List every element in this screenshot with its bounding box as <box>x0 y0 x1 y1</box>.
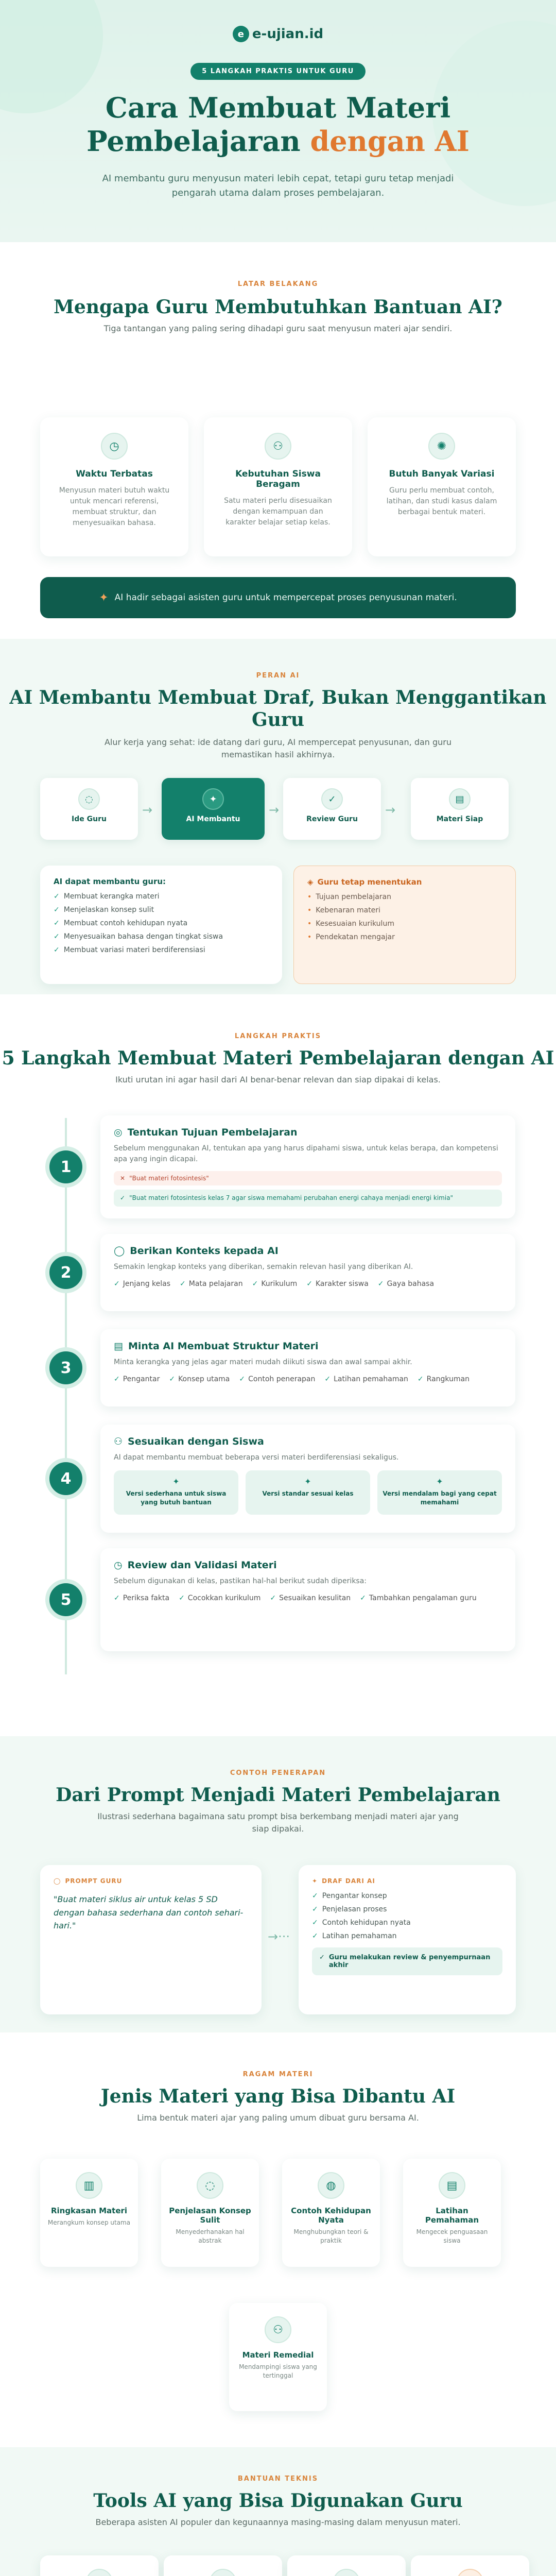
step-desc: AI dapat membantu membuat beberapa versi materi berdiferensiasi sekaligus. <box>114 1453 399 1462</box>
flow-step <box>40 778 138 840</box>
draft-item <box>312 1919 502 1927</box>
step-title <box>114 1560 502 1571</box>
draft-card <box>299 1865 516 2014</box>
material-title: Materi Remedial <box>242 2350 314 2360</box>
ai-can-help-title: AI dapat membantu guru: <box>54 877 166 886</box>
shield-icon: ◈ <box>307 877 314 887</box>
flow-step <box>162 778 265 840</box>
teacher-decides-card <box>293 866 516 984</box>
ai-help-item-text: Menjelaskan konsep sulit <box>63 906 154 914</box>
draft-item-text: Pengantar konsep <box>322 1892 387 1900</box>
good-prompt-example <box>114 1190 502 1207</box>
clock-icon: ◷ <box>101 433 128 460</box>
variant-label: Versi sederhana untuk siswa yang butuh bantuan <box>126 1490 227 1506</box>
ai-help-item <box>54 906 269 914</box>
check-icon: ✓ <box>239 1375 246 1383</box>
step-chip-text: Latihan pemahaman <box>334 1375 408 1383</box>
teacher-decides-text: Kesesuaian kurikulum <box>316 920 394 928</box>
document-icon <box>333 2569 360 2576</box>
material-title: Latihan Pemahaman <box>425 2206 479 2225</box>
flow-step <box>283 778 381 840</box>
step-chip-text: Periksa fakta <box>123 1594 170 1602</box>
chat-icon: ◯ <box>114 1245 125 1257</box>
grid-icon <box>457 2569 483 2576</box>
book-icon: ▥ <box>76 2172 102 2199</box>
step-chip <box>378 1280 434 1288</box>
step-chip-text: Pengantar <box>123 1375 160 1383</box>
flow-step-label: Ide Guru <box>72 815 107 823</box>
check-icon: ✓ <box>180 1280 186 1288</box>
users-icon: ⚇ <box>114 1436 123 1447</box>
ai-help-item <box>54 919 269 927</box>
material-title: Contoh Kehidupan Nyata <box>291 2206 371 2225</box>
draft-note: ✓ Guru melakukan review & penyempurnaan akhir <box>312 1947 502 1975</box>
lightbulb-icon: ◌ <box>78 788 100 810</box>
draft-label: ✦ DRAF DARI AI <box>312 1877 375 1885</box>
step-title-text: Sesuaikan dengan Siswa <box>128 1436 264 1447</box>
section-subtitle: Tiga tantangan yang paling sering dihadapi guru saat menyusun materi ajar sendiri. <box>103 324 453 334</box>
sparkle-icon: ✦ <box>99 591 109 604</box>
section-subtitle: Lima bentuk materi ajar yang paling umum dibuat guru bersama AI. <box>137 2113 419 2123</box>
ai-help-item-text: Membuat variasi materi berdiferensiasi <box>63 946 205 954</box>
step-desc: Sebelum menggunakan AI, tentukan apa yang harus dipahami siswa, untuk kelas berapa, dan kompetensi apa yang ingin dicapai. <box>114 1144 498 1163</box>
variant-row <box>114 1470 502 1515</box>
arrow-right-icon: → <box>142 803 153 817</box>
step-number: 1 <box>45 1146 86 1188</box>
step-card <box>100 1115 515 1218</box>
step-title <box>114 1341 502 1352</box>
step-chip-text: Cocokkan kurikulum <box>187 1594 261 1602</box>
step-chips <box>114 1594 502 1602</box>
material-card <box>161 2159 259 2267</box>
material-card <box>40 2159 138 2267</box>
check-icon: ✓ <box>120 1194 126 1201</box>
check-icon: ✓ <box>417 1375 424 1383</box>
check-icon: ✓ <box>252 1280 258 1288</box>
variant-label: Versi mendalam bagi yang cepat memahami <box>383 1490 497 1506</box>
section-subtitle: Alur kerja yang sehat: ide datang dari guru, AI mempercepat penyusunan, dan guru memastikan hasil akhirnya. <box>104 737 452 760</box>
section-tag: CONTOH PENERAPAN <box>230 1769 326 1777</box>
clock-check-icon: ◷ <box>114 1560 123 1571</box>
section-tag: PERAN AI <box>256 672 300 680</box>
variant-card <box>246 1470 370 1515</box>
step-chip <box>114 1594 169 1602</box>
teacher-decides-text: Pendekatan mengajar <box>316 933 395 941</box>
challenge-card <box>204 417 352 556</box>
step-title-text: Review dan Validasi Materi <box>127 1560 277 1571</box>
step-chips <box>114 1375 502 1383</box>
material-desc: Merangkum konsep utama <box>47 2219 131 2226</box>
step-card <box>100 1425 515 1533</box>
check-icon: ✓ <box>169 1375 176 1383</box>
search-icon <box>210 2569 236 2576</box>
step-desc: Semakin lengkap konteks yang diberikan, semakin relevan hasil yang diberikan AI. <box>114 1263 413 1271</box>
material-title: Ringkasan Materi <box>50 2206 128 2215</box>
section-subtitle: Ilustrasi sederhana bagaimana satu prompt bisa berkembang menjadi materi ajar yang siap dipakai. <box>97 1811 459 1834</box>
check-icon: ✓ <box>54 946 60 954</box>
tools-section <box>0 2447 556 2576</box>
prompt-label: ◯ PROMPT GURU <box>54 1877 123 1885</box>
step-chip <box>179 1594 260 1602</box>
step-number: 5 <box>45 1579 86 1620</box>
document-icon: ▤ <box>439 2172 465 2199</box>
material-desc: Menghubungkan teori & praktik <box>293 2228 369 2244</box>
check-icon: ✓ <box>114 1594 120 1602</box>
section-tag: BANTUAN TEKNIS <box>237 2475 319 2483</box>
ai-help-item <box>54 946 269 954</box>
check-icon: ✓ <box>377 1280 384 1288</box>
step-chip-text: Sesuaikan kesulitan <box>279 1594 351 1602</box>
section-title: AI Membantu Membuat Draf, Bukan Menggantikan Guru <box>9 687 547 731</box>
step-chip <box>270 1594 351 1602</box>
challenge-desc: Menyusun materi butuh waktu untuk mencari referensi, membuat struktur, dan menyesuaikan bahasa. <box>59 486 170 527</box>
step-title-text: Tentukan Tujuan Pembelajaran <box>127 1127 298 1138</box>
check-icon: ✓ <box>312 1932 318 1940</box>
ai-help-item <box>54 892 269 901</box>
step-title-text: Berikan Konteks kepada AI <box>130 1245 279 1257</box>
check-icon: ✓ <box>312 1905 318 1913</box>
step-chip <box>306 1280 369 1288</box>
brand-name: e-ujian.id <box>252 26 324 42</box>
ai-help-item <box>54 933 269 941</box>
check-icon: ✓ <box>54 892 60 901</box>
tool-card <box>40 2555 159 2576</box>
step-chip-text: Contoh penerapan <box>248 1375 316 1383</box>
role-section <box>0 639 556 994</box>
step-card <box>100 1234 515 1311</box>
example-section <box>0 1736 556 2032</box>
check-circle-icon: ✦ <box>172 1477 180 1486</box>
ai-icon: ✦ <box>202 788 224 810</box>
material-card <box>229 2303 327 2411</box>
variant-label: Versi standar sesuai kelas <box>262 1490 354 1497</box>
hero-title-line2a: Pembelajaran <box>86 124 301 158</box>
material-desc: Mengecek penguasaan siswa <box>416 2228 488 2244</box>
steps-section <box>0 994 556 1736</box>
step-chip-text: Rangkuman <box>426 1375 470 1383</box>
challenge-card <box>40 417 188 556</box>
flow-step-label: Materi Siap <box>436 815 483 823</box>
bad-prompt-example <box>114 1171 502 1185</box>
step-chip <box>239 1375 315 1383</box>
check-icon: ✓ <box>312 1892 318 1900</box>
bullet-icon: • <box>307 920 312 928</box>
check-icon: ✓ <box>306 1280 312 1288</box>
teacher-decides-item <box>307 893 502 901</box>
step-chip-text: Konsep utama <box>178 1375 230 1383</box>
workflow-flow <box>40 778 516 845</box>
users-icon: ⚇ <box>265 433 291 460</box>
bad-prompt-text: "Buat materi fotosintesis" <box>129 1175 209 1182</box>
check-icon: ✓ <box>179 1594 185 1602</box>
check-icon: ✓ <box>312 1919 318 1927</box>
variant-card <box>114 1470 238 1515</box>
good-prompt-text: "Buat materi fotosintesis kelas 7 agar siswa memahami perubahan energi cahaya menjadi energi kimia" <box>129 1194 454 1201</box>
material-desc: Menyederhanakan hal abstrak <box>176 2228 245 2244</box>
check-icon: ✓ <box>54 919 60 927</box>
sparkle-icon: ✺ <box>428 433 455 460</box>
material-desc: Mendampingi siswa yang tertinggal <box>239 2363 317 2379</box>
material-title: Penjelasan Konsep Sulit <box>169 2206 251 2225</box>
challenge-desc: Guru perlu membuat contoh, latihan, dan studi kasus dalam berbagai bentuk materi. <box>386 486 497 516</box>
step-chip <box>180 1280 243 1288</box>
variant-card <box>377 1470 502 1515</box>
section-title: Tools AI yang Bisa Digunakan Guru <box>93 2490 463 2512</box>
challenge-desc: Satu materi perlu disesuaikan dengan kemampuan dan karakter belajar setiap kelas. <box>224 497 332 527</box>
step-desc: Minta kerangka yang jelas agar materi mudah diikuti siswa dan awal sampai akhir. <box>114 1358 412 1366</box>
draft-item <box>312 1905 502 1913</box>
hero-section <box>0 0 556 242</box>
check-icon: ✓ <box>54 933 60 941</box>
section-subtitle: Beberapa asisten AI populer dan kegunaannya masing-masing dalam menyusun materi. <box>95 2517 461 2528</box>
section-title: Mengapa Guru Membutuhkan Bantuan AI? <box>54 296 502 318</box>
ai-can-help-card <box>40 866 282 984</box>
hero-badge: 5 LANGKAH PRAKTIS UNTUK GURU <box>190 63 366 80</box>
challenge-title: Kebutuhan Siswa Beragam <box>235 469 321 489</box>
step-number: 4 <box>45 1458 86 1499</box>
draft-item-text: Latihan pemahaman <box>322 1932 397 1940</box>
section-tag: RAGAM MATERI <box>242 2071 314 2078</box>
step-chip <box>114 1375 160 1383</box>
lightbulb-icon: ◌ <box>197 2172 223 2199</box>
teacher-decides-item <box>307 933 502 941</box>
tool-card <box>287 2555 406 2576</box>
step-chip <box>324 1375 408 1383</box>
prompt-card <box>40 1865 262 2014</box>
chat-icon: ◯ <box>54 1877 61 1885</box>
teacher-decides-text: Kebenaran materi <box>316 906 380 914</box>
section-tag: LATAR BELAKANG <box>237 280 319 288</box>
chat-icon <box>86 2569 113 2576</box>
ai-help-item-text: Membuat contoh kehidupan nyata <box>63 919 188 927</box>
check-circle-icon: ✦ <box>304 1477 311 1486</box>
step-title <box>114 1436 502 1447</box>
banner-text: AI hadir sebagai asisten guru untuk mempercepat proses penyusunan materi. <box>114 592 457 603</box>
user-plus-icon: ⚇ <box>265 2316 291 2343</box>
hero-subtitle: AI membantu guru menyusun materi lebih cepat, tetapi guru tetap menjadi pengarah utama dalam proses pembelajaran. <box>102 173 454 199</box>
step-chip-text: Jenjang kelas <box>123 1280 171 1288</box>
hero-title-line1: Cara Membuat Materi <box>105 91 451 124</box>
step-card <box>100 1548 515 1651</box>
section-subtitle: Ikuti urutan ini agar hasil dari AI benar-benar relevan dan siap dipakai di kelas. <box>115 1075 441 1085</box>
step-title <box>114 1245 502 1257</box>
teacher-decides-item <box>307 906 502 914</box>
brand-logo <box>233 26 323 42</box>
check-icon: ✓ <box>54 906 60 914</box>
cross-icon: ✕ <box>120 1175 126 1182</box>
teacher-decides-title: ◈ Guru tetap menentukan <box>307 877 422 887</box>
challenge-card <box>368 417 516 556</box>
flow-step-label: AI Membantu <box>186 815 240 823</box>
section-title: Jenis Materi yang Bisa Dibantu AI <box>100 2086 456 2107</box>
arrow-right-icon: → <box>385 803 396 817</box>
step-number: 3 <box>45 1347 86 1388</box>
section-title: 5 Langkah Membuat Materi Pembelajaran dengan AI <box>2 1047 554 1069</box>
step-desc: Sebelum digunakan di kelas, pastikan hal-hal berikut sudah diperiksa: <box>114 1577 367 1585</box>
section-title: Dari Prompt Menjadi Materi Pembelajaran <box>56 1784 500 1806</box>
tool-card <box>164 2555 282 2576</box>
document-icon: ▤ <box>449 788 471 810</box>
materials-section <box>0 2032 556 2447</box>
check-icon: ✓ <box>360 1594 366 1602</box>
step-chips <box>114 1280 502 1288</box>
teacher-decides-item <box>307 920 502 928</box>
globe-icon: ◍ <box>318 2172 344 2199</box>
bullet-icon: • <box>307 893 312 901</box>
material-card <box>403 2159 501 2267</box>
check-circle-icon: ✓ <box>321 788 343 810</box>
step-chip-text: Tambahkan pengalaman guru <box>369 1594 477 1602</box>
step-title <box>114 1127 502 1138</box>
step-chip <box>114 1280 170 1288</box>
target-icon: ◎ <box>114 1127 123 1138</box>
ai-icon: ✦ <box>312 1877 318 1885</box>
step-chip-text: Mata pelajaran <box>188 1280 243 1288</box>
hero-title-highlight: dengan AI <box>310 124 470 158</box>
arrow-icon: →··· <box>268 1929 290 1944</box>
step-number: 2 <box>45 1252 86 1293</box>
check-circle-icon: ✦ <box>436 1477 443 1486</box>
check-icon: ✓ <box>324 1375 331 1383</box>
brand-logo-icon: e <box>233 26 249 42</box>
hero-title <box>0 91 556 158</box>
step-chip <box>169 1375 230 1383</box>
arrow-right-icon: → <box>269 803 280 817</box>
tool-card <box>411 2555 529 2576</box>
background-section <box>0 242 556 639</box>
flow-step-label: Review Guru <box>306 815 358 823</box>
section-tag: LANGKAH PRAKTIS <box>234 1032 322 1040</box>
bullet-icon: • <box>307 906 312 914</box>
prompt-text: "Buat materi siklus air untuk kelas 5 SD dengan bahasa sederhana dan contoh sehari-hari." <box>54 1894 244 1931</box>
ai-help-item-text: Menyesuaikan bahasa dengan tingkat siswa <box>63 933 223 941</box>
draft-item-text: Penjelasan proses <box>322 1905 387 1913</box>
material-card <box>282 2159 380 2267</box>
check-icon: ✓ <box>114 1375 120 1383</box>
flow-step <box>411 778 509 840</box>
document-icon: ▤ <box>114 1341 123 1352</box>
step-chip <box>360 1594 477 1602</box>
step-chip-text: Kurikulum <box>261 1280 298 1288</box>
ai-assistant-banner <box>40 577 516 618</box>
draft-item <box>312 1892 502 1900</box>
step-chip <box>418 1375 470 1383</box>
step-card <box>100 1329 515 1406</box>
step-chip <box>252 1280 298 1288</box>
draft-item-text: Contoh kehidupan nyata <box>322 1919 411 1927</box>
bullet-icon: • <box>307 933 312 941</box>
check-circle-icon: ✓ <box>319 1954 325 1961</box>
step-title-text: Minta AI Membuat Struktur Materi <box>128 1341 319 1352</box>
teacher-decides-text: Tujuan pembelajaran <box>316 893 392 901</box>
check-icon: ✓ <box>114 1280 120 1288</box>
step-chip-text: Karakter siswa <box>316 1280 369 1288</box>
draft-item <box>312 1932 502 1940</box>
ai-help-item-text: Membuat kerangka materi <box>63 892 160 901</box>
challenge-title: Butuh Banyak Variasi <box>389 469 495 479</box>
challenge-title: Waktu Terbatas <box>76 469 153 479</box>
check-icon: ✓ <box>270 1594 276 1602</box>
step-chip-text: Gaya bahasa <box>387 1280 435 1288</box>
